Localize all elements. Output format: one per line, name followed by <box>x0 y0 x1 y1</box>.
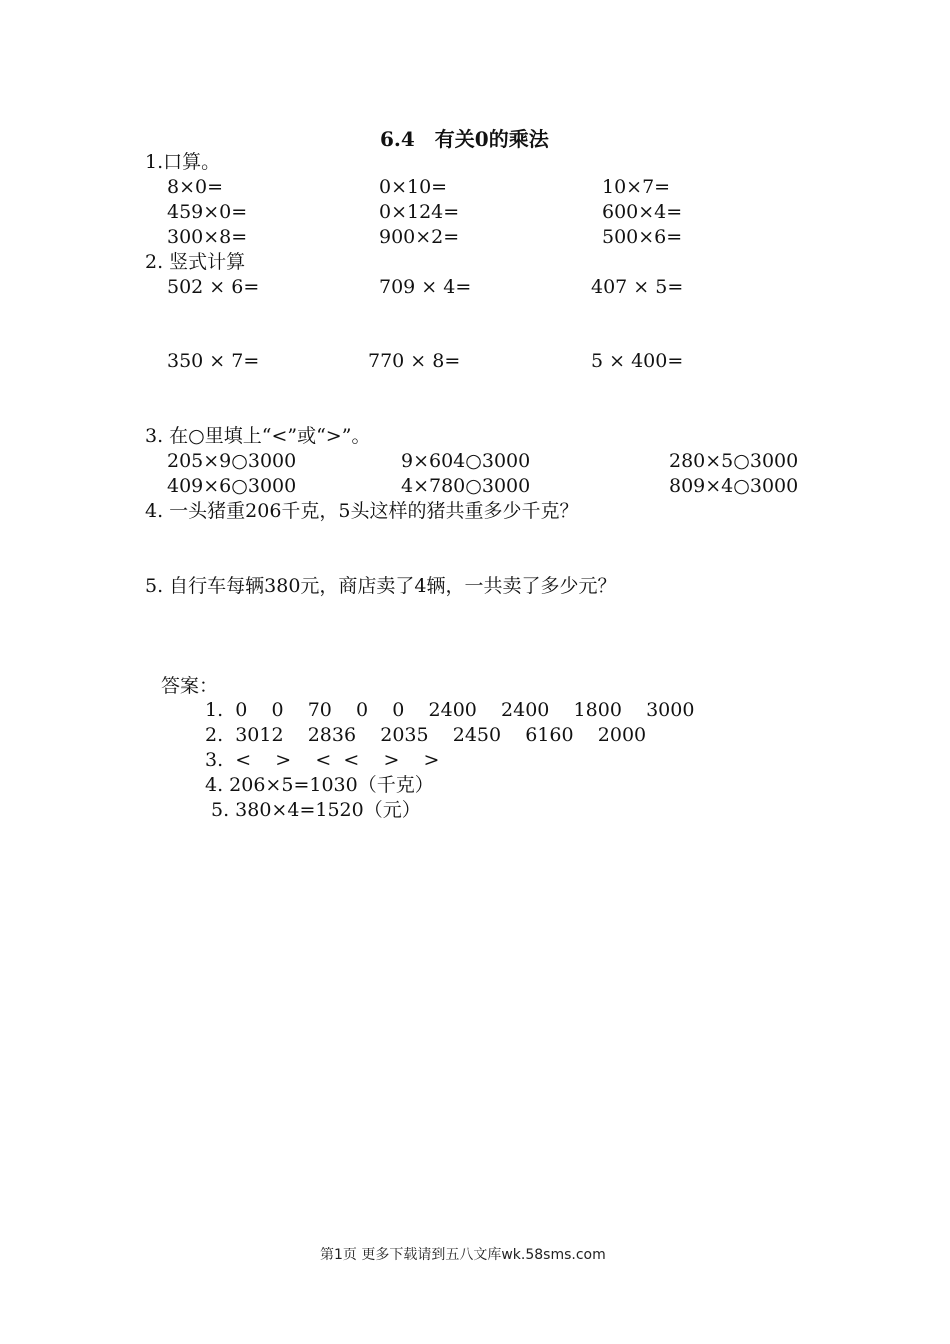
q1-item: 0×124= <box>379 201 460 223</box>
q1-item: 900×2= <box>379 226 460 248</box>
q2-item: 709 × 4= <box>379 276 472 298</box>
q1-heading: 1.口算。 <box>145 151 221 173</box>
q2-item: 350 × 7= <box>167 350 260 372</box>
q3-item: 409×6○3000 <box>167 475 297 497</box>
q3-item: 9×604○3000 <box>401 450 531 472</box>
q2-item: 502 × 6= <box>167 276 260 298</box>
answer-line: 4. 206×5=1030（千克） <box>205 774 434 796</box>
q2-item: 770 × 8= <box>368 350 461 372</box>
q1-item: 0×10= <box>379 176 448 198</box>
page-footer: 第1页 更多下载请到五八文库wk.58sms.com <box>320 1247 606 1263</box>
q1-item: 10×7= <box>602 176 671 198</box>
q3-item: 809×4○3000 <box>669 475 799 497</box>
page-title: 6.4 有关0的乘法 <box>380 127 549 151</box>
q1-item: 500×6= <box>602 226 683 248</box>
q5-text: 5. 自行车每辆380元，商店卖了4辆，一共卖了多少元？ <box>145 575 617 597</box>
q2-item: 407 × 5= <box>591 276 684 298</box>
answer-line: 2. 3012 2836 2035 2450 6160 2000 <box>205 724 647 746</box>
q1-item: 8×0= <box>167 176 224 198</box>
answers-heading: 答案： <box>161 675 219 697</box>
answer-line: 1. 0 0 70 0 0 2400 2400 1800 3000 <box>205 699 695 721</box>
q3-item: 4×780○3000 <box>401 475 531 497</box>
q2-heading: 2. 竖式计算 <box>145 251 246 273</box>
q3-heading: 3. 在○里填上“<”或“>”。 <box>145 425 371 447</box>
q2-item: 5 × 400= <box>591 350 684 372</box>
q1-item: 300×8= <box>167 226 248 248</box>
q1-item: 459×0= <box>167 201 248 223</box>
answer-line: 3. < > < < > > <box>205 749 440 771</box>
q3-item: 280×5○3000 <box>669 450 799 472</box>
q3-item: 205×9○3000 <box>167 450 297 472</box>
q4-text: 4. 一头猪重206千克，5头这样的猪共重多少千克？ <box>145 500 579 522</box>
q1-item: 600×4= <box>602 201 683 223</box>
answer-line: 5. 380×4=1520（元） <box>211 799 421 821</box>
